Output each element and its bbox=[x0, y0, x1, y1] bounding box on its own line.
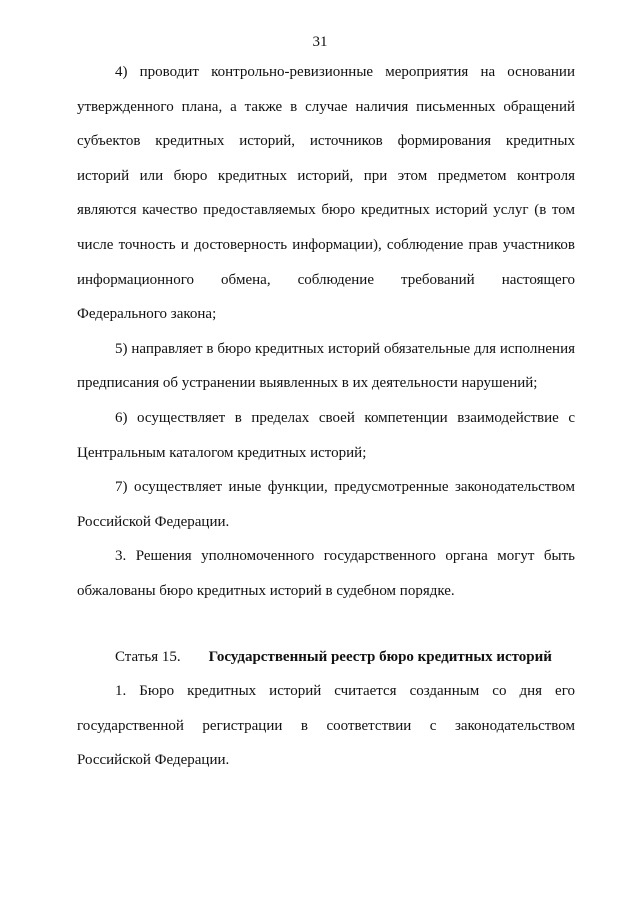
article-heading bbox=[77, 640, 575, 675]
page-number: 31 bbox=[312, 34, 328, 50]
document-body bbox=[77, 55, 575, 778]
paragraph-item-4: 4) проводит контрольно-ревизионные мероприятия на основании утвержденного плана, а также в случае наличия письменных обращений субъектов кредитных историй, источников формирования кредитных историй или бюро кредитных историй, при этом предметом контроля являются качество предоставляемых бюро кредитных историй услуг (в том числе точность и достоверность информации), соблюдение прав участников информационного обмена, соблюдение требований настоящего Федерального закона; bbox=[77, 64, 575, 323]
paragraph-item-7: 7) осуществляет иные функции, предусмотренные законодательством Российской Федерации. bbox=[77, 479, 575, 530]
paragraph-item-5: 5) направляет в бюро кредитных историй обязательные для исполнения предписания об устранении выявленных в их деятельности нарушений; bbox=[77, 340, 575, 392]
paragraph-clause-1: 1. Бюро кредитных историй считается созданным со дня его государственной регистрации в соответствии с законодательством Российской Федерации. bbox=[77, 683, 575, 769]
article-label: Статья 15. bbox=[115, 648, 181, 665]
paragraph-clause-3: 3. Решения уполномоченного государственного органа могут быть обжалованы бюро кредитных историй в судебном порядке. bbox=[77, 548, 575, 599]
section-spacer bbox=[77, 609, 575, 640]
article-title: Государственный реестр бюро кредитных историй bbox=[208, 648, 552, 665]
paragraph-item-6: 6) осуществляет в пределах своей компетенции взаимодействие с Центральным каталогом кредитных историй; bbox=[77, 409, 575, 461]
